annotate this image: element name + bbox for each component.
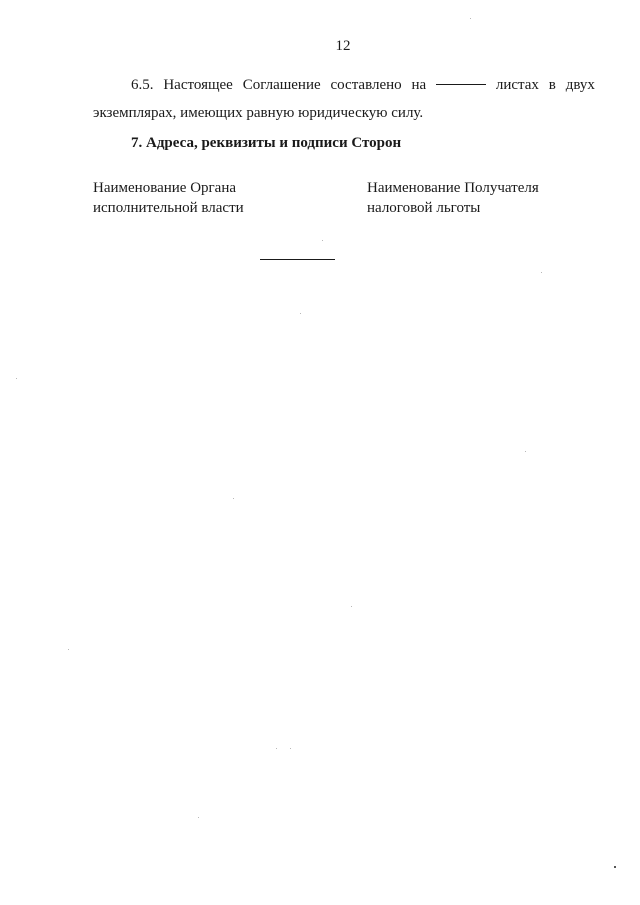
scan-speck bbox=[16, 378, 17, 379]
scan-speck bbox=[290, 748, 291, 749]
blank-line bbox=[436, 71, 486, 85]
scan-speck bbox=[614, 866, 616, 868]
scan-speck bbox=[322, 240, 323, 241]
scan-speck bbox=[541, 272, 542, 273]
party-right bbox=[367, 178, 539, 218]
scan-speck bbox=[470, 18, 471, 19]
page-number: 12 bbox=[335, 38, 351, 54]
party-left-line-1: Наименование Органа bbox=[93, 180, 237, 196]
scan-speck bbox=[351, 606, 352, 607]
section-heading: 7. Адреса, реквизиты и подписи Сторон bbox=[131, 135, 402, 151]
clause-line-2: экземплярах, имеющих равную юридическую силу. bbox=[93, 105, 424, 121]
scan-speck bbox=[198, 817, 199, 818]
clause-word: на bbox=[411, 77, 427, 93]
scan-speck bbox=[68, 649, 69, 650]
end-rule bbox=[260, 259, 335, 260]
party-right-line-2: налоговой льготы bbox=[367, 200, 481, 216]
clause-line-1 bbox=[93, 71, 595, 99]
clause-word: двух bbox=[565, 77, 595, 93]
clause-word: Настоящее bbox=[163, 77, 233, 93]
scan-speck bbox=[300, 313, 301, 314]
clause-number: 6.5. bbox=[131, 77, 154, 93]
scan-speck bbox=[276, 748, 277, 749]
party-left bbox=[93, 178, 244, 218]
clause-word: в bbox=[548, 77, 556, 93]
clause-6-5 bbox=[93, 71, 595, 127]
party-right-line-1: Наименование Получателя bbox=[367, 180, 539, 196]
clause-word: составлено bbox=[330, 77, 402, 93]
scan-speck bbox=[525, 451, 526, 452]
scan-speck bbox=[233, 498, 234, 499]
party-left-line-2: исполнительной власти bbox=[93, 200, 244, 216]
clause-word: листах bbox=[495, 77, 539, 93]
clause-word: Соглашение bbox=[242, 77, 321, 93]
